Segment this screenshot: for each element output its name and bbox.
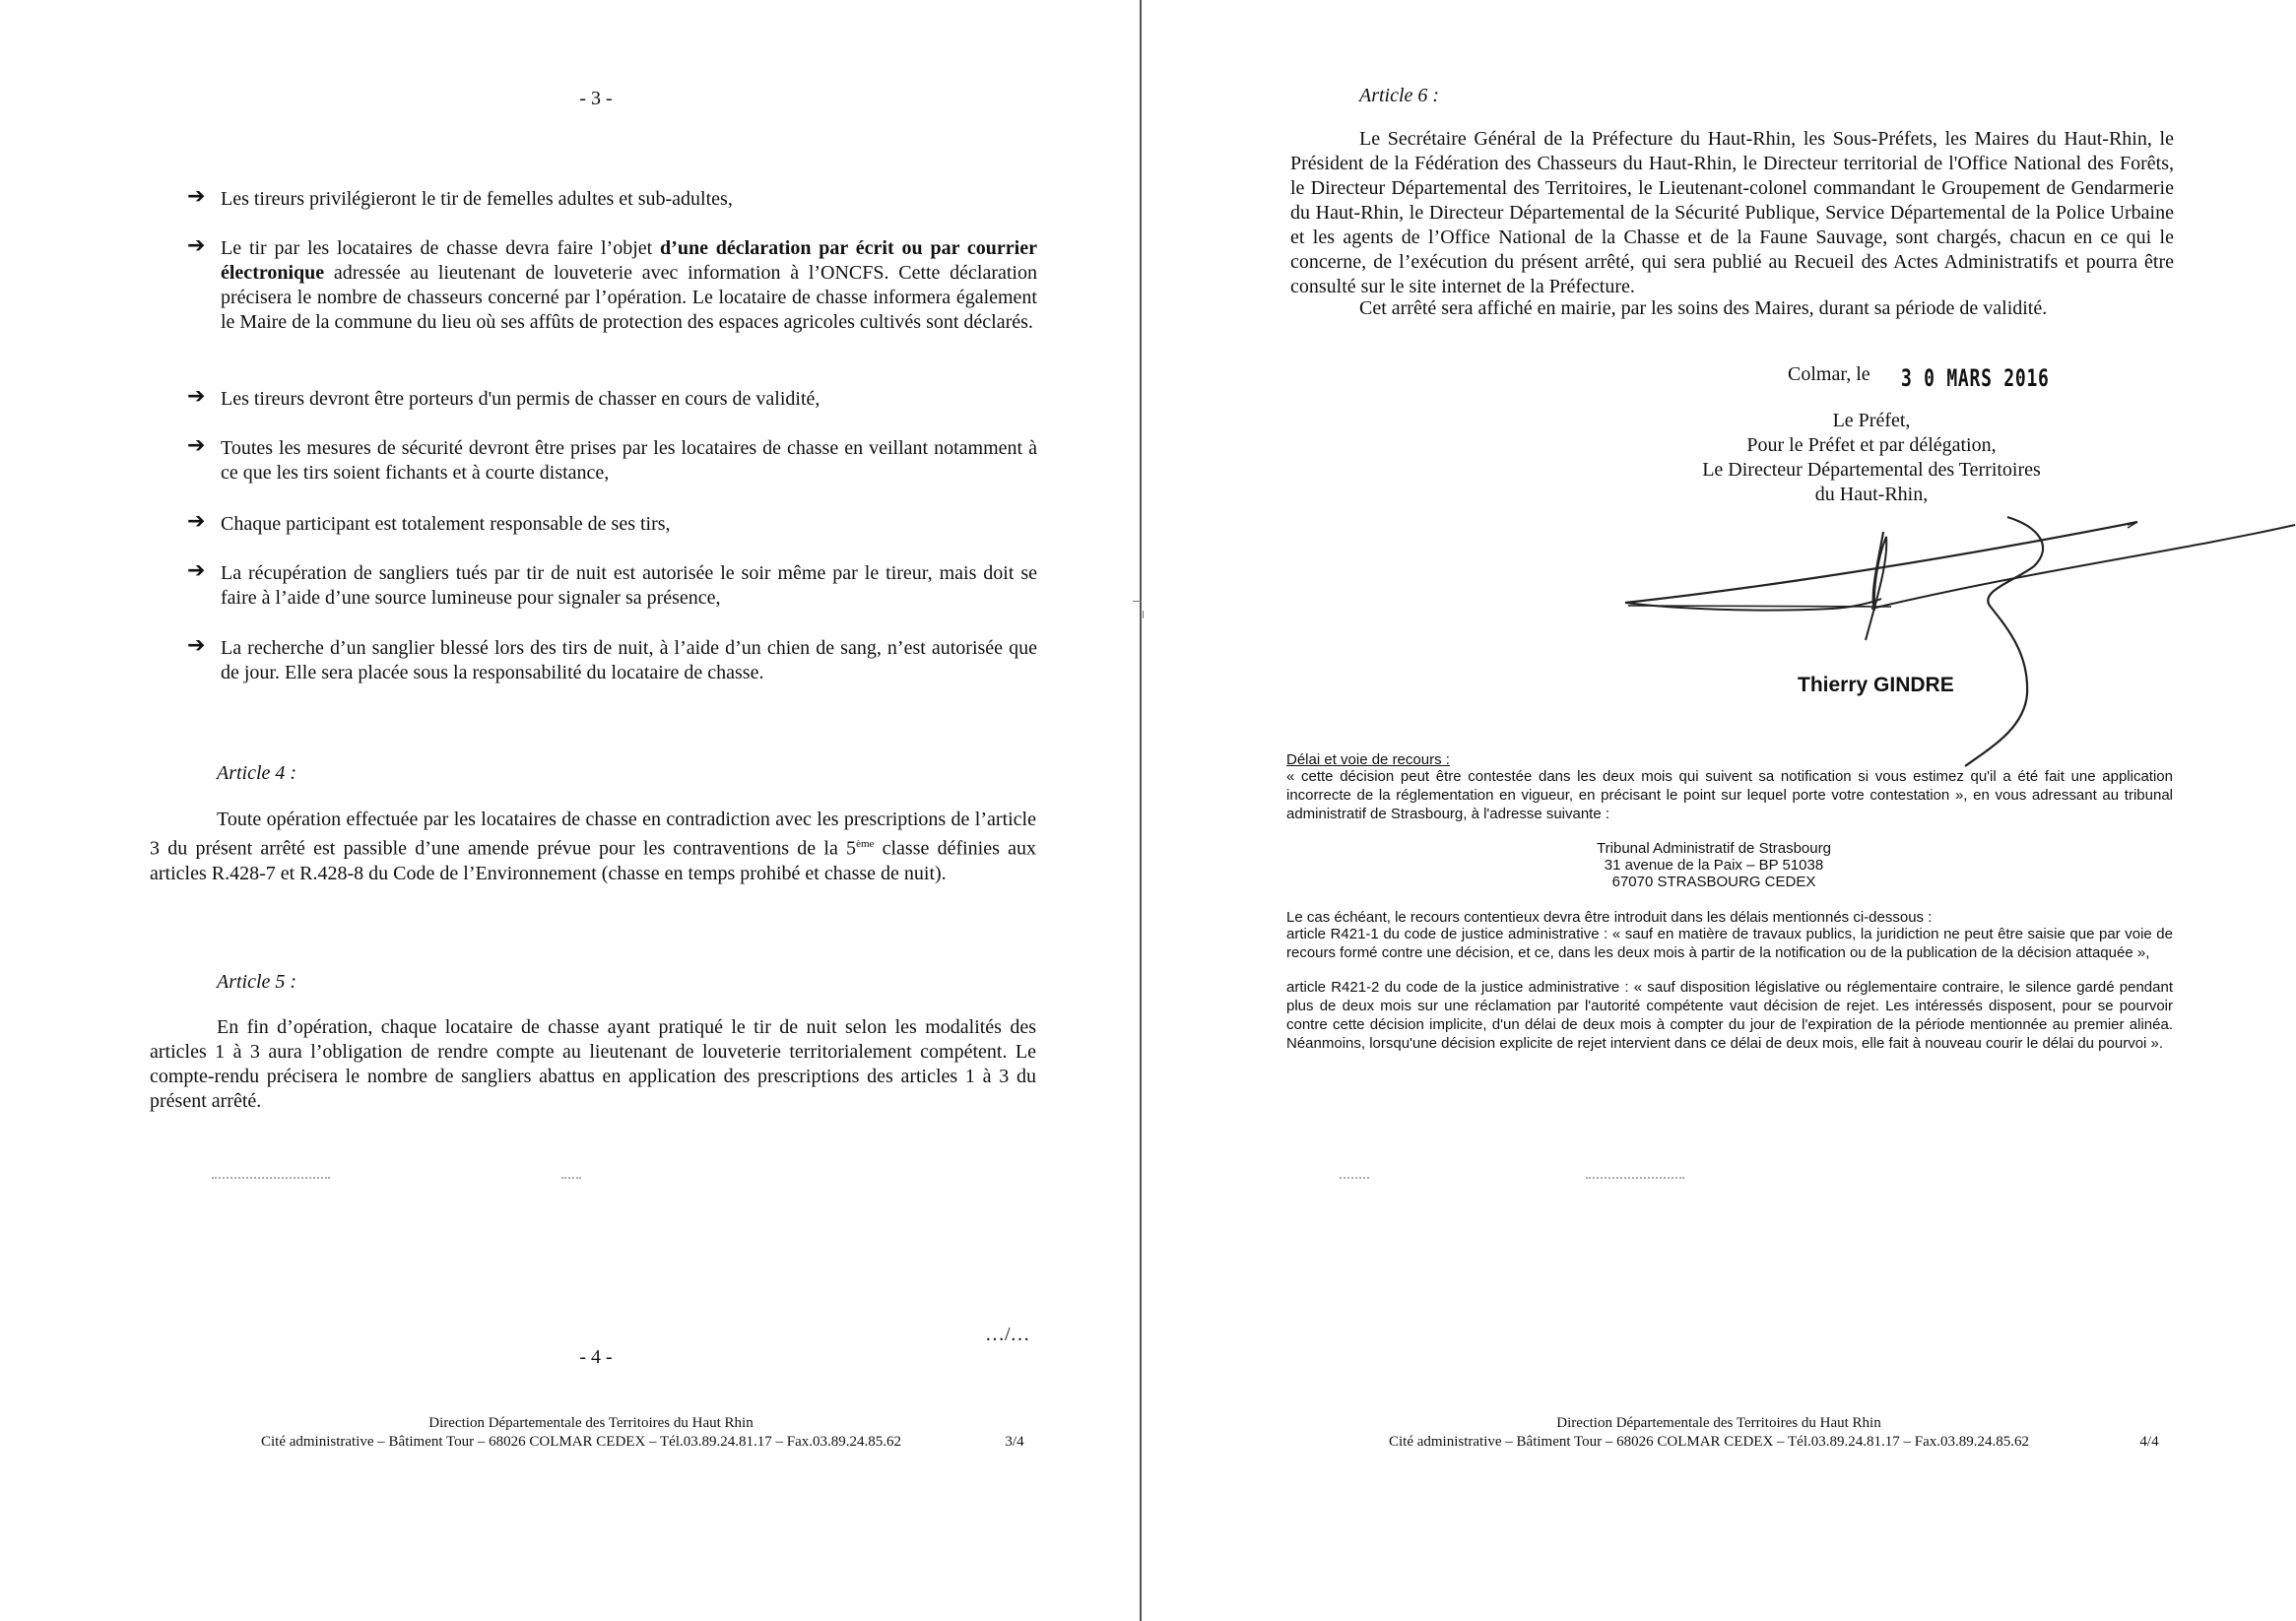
recours-text: « cette décision peut être contestée dans les deux mois qui suivent sa notification si vous estimez qu'il a été fait une application incorrecte de la réglementation en vigueur, en précisant le point sur lequel porte votre contestation », en vous adressant au tribunal administratif de Strasbourg, à l'adresse suivante :	[1286, 768, 2173, 822]
footer-line-2: Cité administrative – Bâtiment Tour – 68026 COLMAR CEDEX – Tél.03.89.24.81.17 – Fax.03.89.24.85.62	[260, 1434, 902, 1450]
arrow-bullet-icon: ➔	[187, 433, 206, 458]
arrow-bullet-icon: ➔	[187, 184, 206, 209]
page-number-top: - 3 -	[579, 88, 613, 109]
left-page	[0, 0, 1143, 1621]
right-page	[1143, 0, 2296, 1621]
article-r421-2: article R421-2 du code de la justice administrative : « sauf disposition législative ou réglementaire contraire, le silence gardé pendant plus de deux mois sur une réclamation par l'autorité compétente vaut décision de rejet. Les intéressés disposent, pour se pourvoir contre cette décision implicite, d'un délai de deux mois à compter du jour de l'expiration de la période mentionnée au premier alinéa. Néanmoins, lorsqu'une décision explicite de rejet intervient dans ce délai de deux mois, elle fait à nouveau courir le délai du pourvoi ».	[1286, 979, 2173, 1052]
arrow-bullet-icon: ➔	[187, 633, 206, 658]
article-6-text: Le Secrétaire Général de la Préfecture du Haut-Rhin, les Sous-Préfets, les Maires du Haut-Rhin, le Président de la Fédération des Chasseurs du Haut-Rhin, le Directeur territorial de l'Office National des Forêts, le Directeur Départemental des Territoires, le Lieutenant-colonel commandant le Groupement de Gendarmerie du Haut-Rhin, le Directeur Départemental de la Sécurité Publique, Service Départemental de la Police Urbaine et les agents de l’Office National de la Chasse et de la Faune Sauvage, sont chargés, chacun en ce qui le concerne, de l’exécution du présent arrêté, qui sera publié au Recueil des Actes Administratifs et pourra être consulté sur le site internet de la Préfecture.	[1290, 128, 2174, 297]
signatory-line: Pour le Préfet et par délégation,	[1746, 434, 1997, 456]
recours-contentieux: Le cas échéant, le recours contentieux devra être introduit dans les délais mentionnés ci-dessous :	[1286, 909, 1933, 926]
signatory-line: Le Directeur Départemental des Territoires	[1702, 459, 2041, 481]
bullet-item: Le tir par les locataires de chasse devra faire l’objet d’une déclaration par écrit ou par courrier électronique adressée au lieutenant de louveterie avec information à l’ONCFS. Cette déclaration précisera le nombre de chasseurs concerné par l’opération. Le locataire de chasse informera également le Maire de la commune du lieu où ses affûts de protection des espaces agricoles cultivés sont déclarés.	[221, 237, 1037, 333]
place-label: Colmar, le	[1788, 363, 1870, 385]
bullet-item: Les tireurs privilégieront le tir de femelles adultes et sub-adultes,	[221, 188, 733, 210]
article-r421-1: article R421-1 du code de justice administrative : « sauf en matière de travaux publics, la juridiction ne peut être saisie que par voie de recours formé contre une décision, et ce, dans les deux mois à partir de la notification ou de la publication de la décision attaquée »,	[1286, 926, 2173, 961]
footer-line-1: Direction Départementale des Territoires du Haut Rhin	[428, 1415, 754, 1431]
footer-line-1: Direction Départementale des Territoires du Haut Rhin	[1556, 1415, 1881, 1431]
scan-noise	[212, 1177, 330, 1181]
tribunal-line: 31 avenue de la Paix – BP 51038	[1604, 857, 1824, 874]
article-4-text: Toute opération effectuée par les locataires de chasse en contradiction avec les prescriptions de l’article 3 du présent arrêté est passible d’une amende prévue pour les contraventions de la 5ème classe définies aux articles R.428-7 et R.428-8 du Code de l’Environnement (chasse en temps prohibé et chasse de nuit).	[150, 809, 1036, 884]
footer-line-2: Cité administrative – Bâtiment Tour – 68026 COLMAR CEDEX – Tél.03.89.24.81.17 – Fax.03.89.24.85.62	[1388, 1434, 2030, 1450]
signatory-line: du Haut-Rhin,	[1814, 484, 1929, 505]
page-index: 4/4	[2139, 1434, 2159, 1450]
arrow-bullet-icon: ➔	[187, 384, 206, 409]
continuation-mark: …/…	[985, 1324, 1030, 1345]
tribunal-line: Tribunal Administratif de Strasbourg	[1597, 840, 1831, 857]
recours-title: Délai et voie de recours :	[1286, 751, 1450, 768]
article-5-text: En fin d’opération, chaque locataire de chasse ayant pratiqué le tir de nuit selon les modalités des articles 1 à 3 aura l’obligation de rendre compte au lieutenant de louveterie territorialement compétent. Le compte-rendu précisera le nombre de sangliers abattus en application des prescriptions des articles 1 à 3 du présent arrêté.	[150, 1016, 1036, 1112]
bullet-item: La récupération de sangliers tués par tir de nuit est autorisée le soir même par le tireur, mais doit se faire à l’aide d’une source lumineuse pour signaler sa présence,	[221, 562, 1037, 609]
bullet-item: Les tireurs devront être porteurs d'un permis de chasser en cours de validité,	[221, 388, 820, 410]
page-number-bottom: - 4 -	[579, 1346, 613, 1368]
arrow-bullet-icon: ➔	[187, 233, 206, 258]
bullet-item: Chaque participant est totalement responsable de ses tirs,	[221, 513, 671, 535]
bullet-item: La recherche d’un sanglier blessé lors des tirs de nuit, à l’aide d’un chien de sang, n’est autorisée que de jour. Elle sera placée sous la responsabilité du locataire de chasse.	[221, 637, 1037, 683]
affichage-text: Cet arrêté sera affiché en mairie, par les soins des Maires, durant sa période de validité.	[1359, 297, 2048, 319]
scan-noise	[1586, 1177, 1684, 1181]
article-5-title: Article 5 :	[217, 971, 297, 993]
page-index: 3/4	[1005, 1434, 1024, 1450]
article-6-title: Article 6 :	[1359, 85, 1440, 106]
arrow-bullet-icon: ➔	[187, 509, 206, 534]
signatory-line: Le Préfet,	[1832, 410, 1911, 431]
signer-name: Thierry GINDRE	[1798, 674, 1954, 696]
article-4-title: Article 4 :	[217, 762, 297, 784]
scan-noise	[1340, 1177, 1369, 1181]
arrow-bullet-icon: ➔	[187, 558, 206, 583]
scan-noise	[561, 1177, 581, 1181]
bullet-item: Toutes les mesures de sécurité devront être prises par les locataires de chasse en veillant notamment à ce que les tirs soient fichants et à courte distance,	[221, 437, 1037, 484]
handwritten-signature	[1143, 0, 2296, 788]
date-stamp: 3 0 MARS 2016	[1901, 364, 2050, 392]
tribunal-line: 67070 STRASBOURG CEDEX	[1611, 874, 1816, 890]
